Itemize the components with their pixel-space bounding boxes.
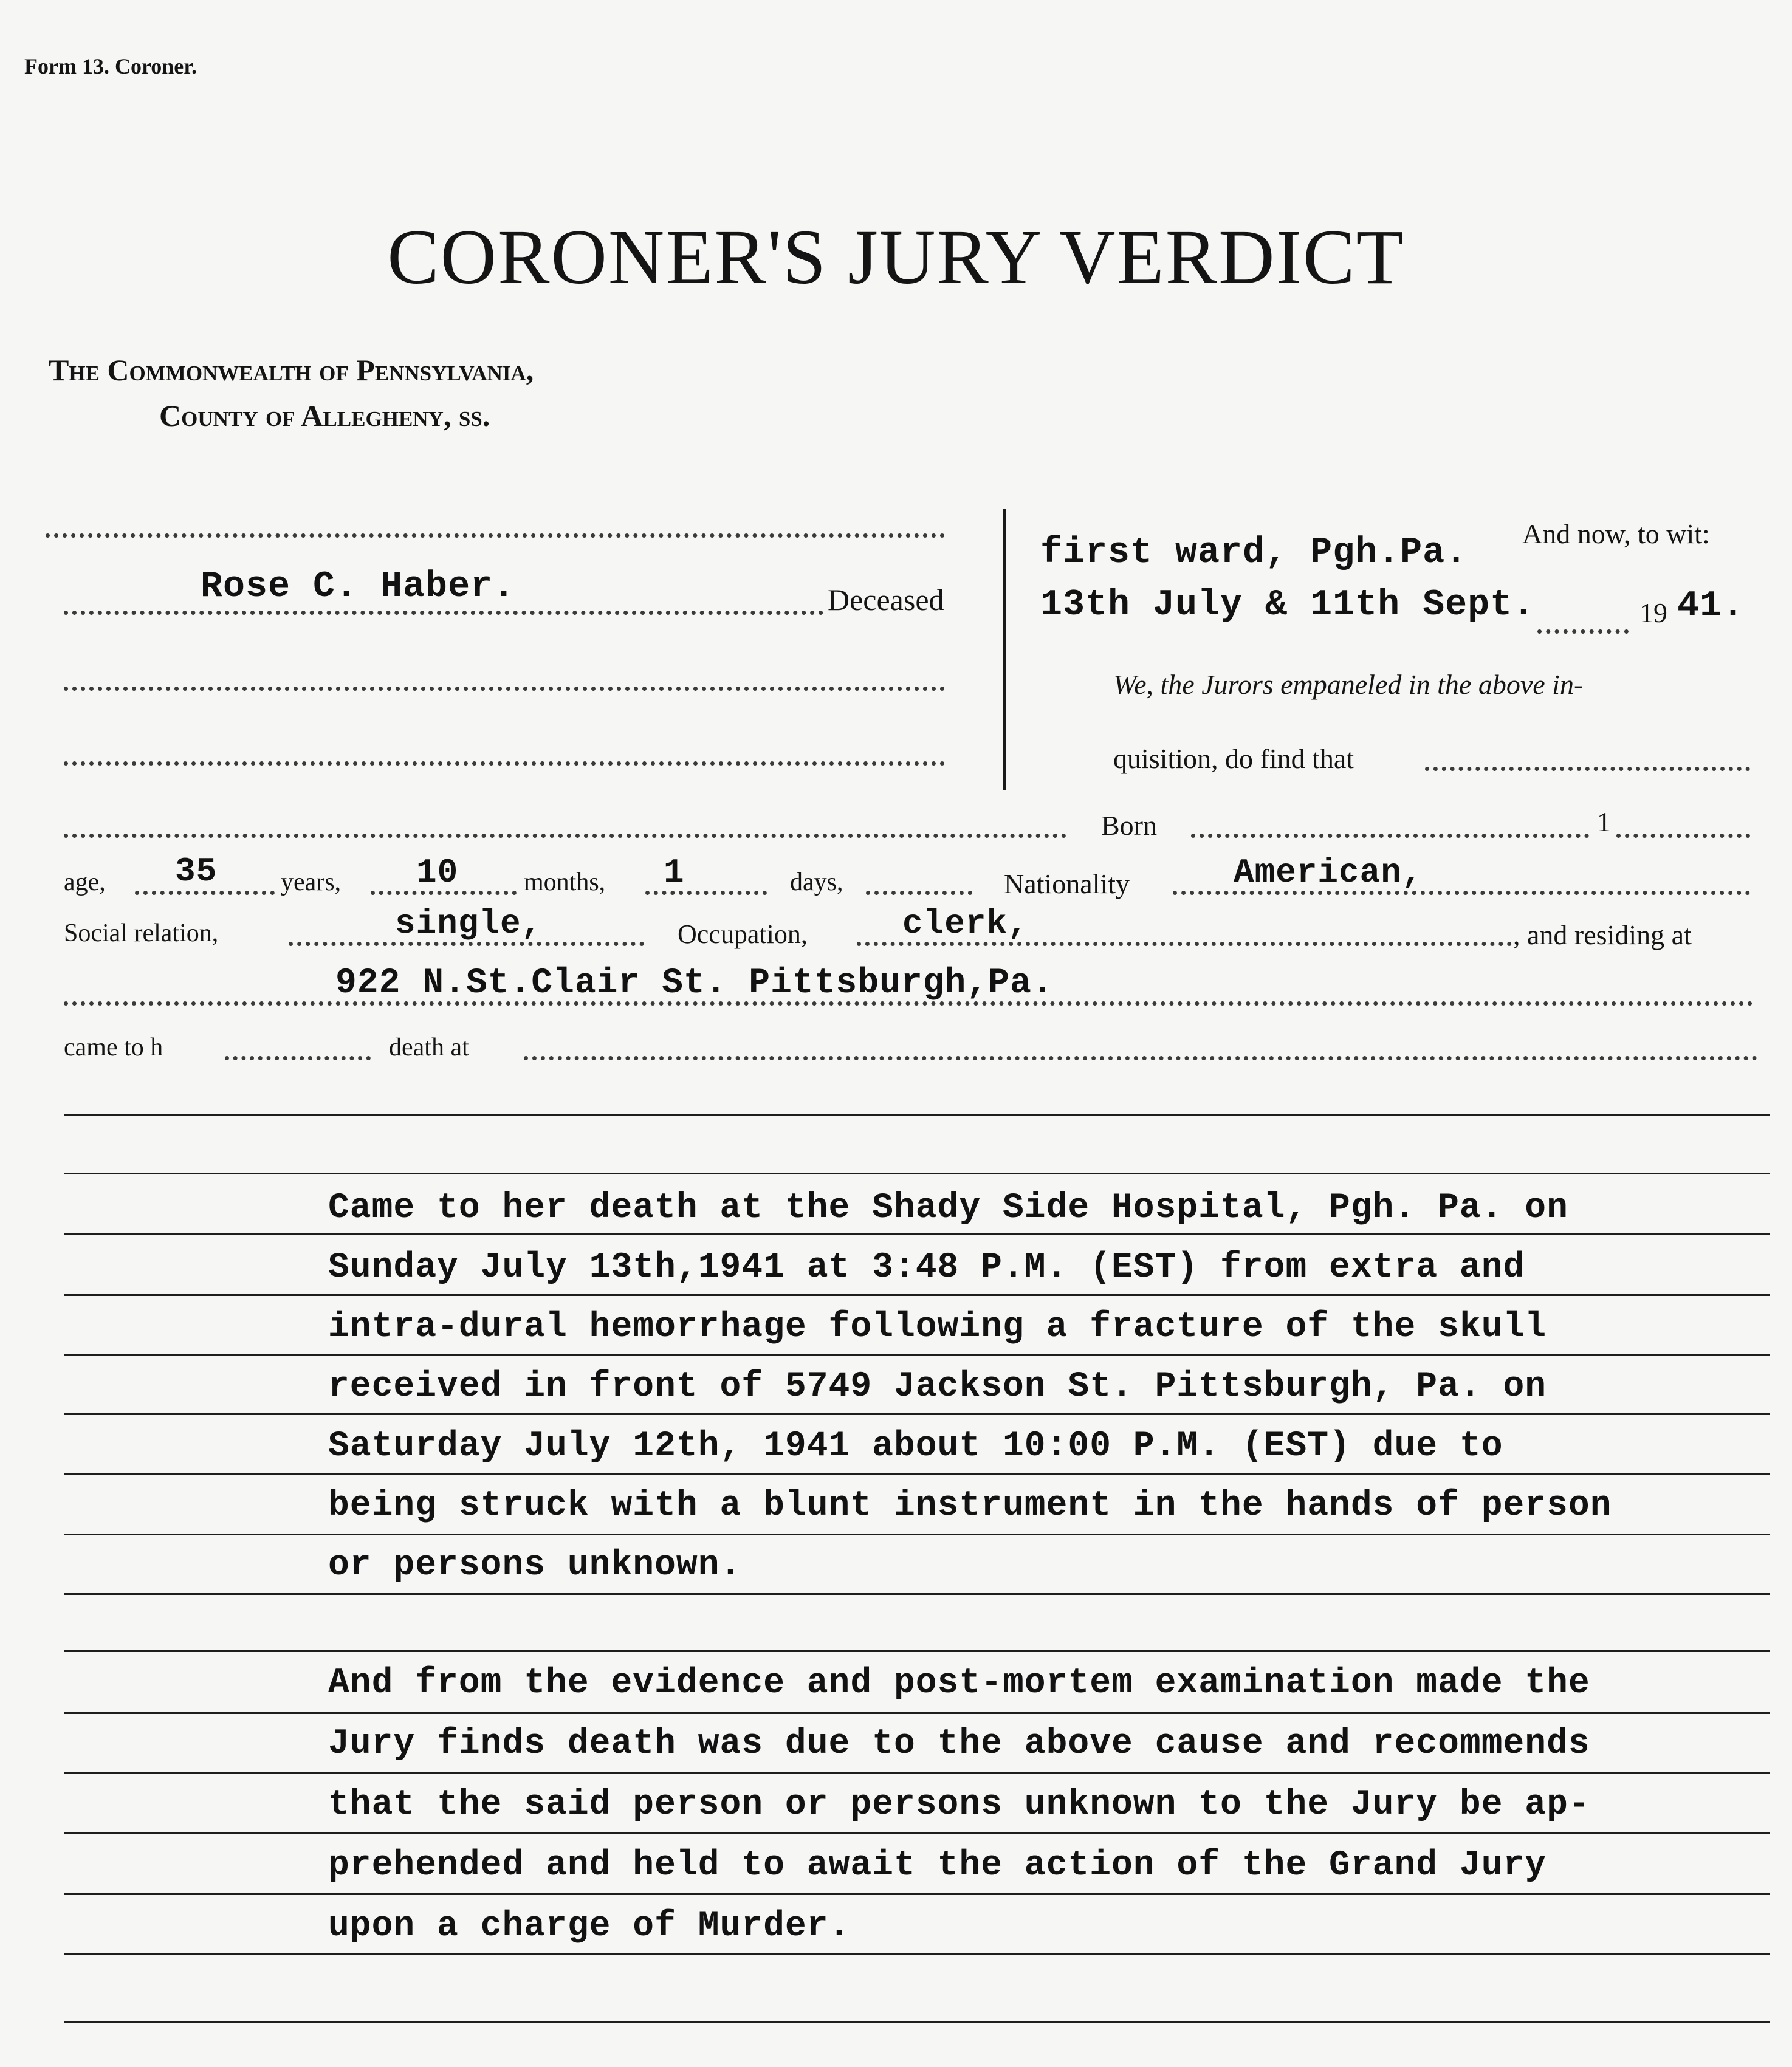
occupation-label: Occupation,: [678, 919, 808, 949]
inquest-place: first ward, Pgh.Pa.: [1040, 532, 1468, 574]
age-years: 35: [175, 852, 218, 891]
ruled-line: [64, 1593, 1770, 1595]
nationality-value: American,: [1234, 853, 1423, 892]
deceased-name: Rose C. Haber.: [201, 566, 516, 608]
ruled-line: [64, 1354, 1770, 1356]
jurors-find-dots: [1425, 767, 1750, 771]
finding-line: that the said person or persons unknown to the Jury be ap-: [328, 1785, 1590, 1825]
finding-line: upon a charge of Murder.: [328, 1907, 851, 1946]
ruled-line: [64, 1413, 1770, 1415]
born-label: Born: [1101, 810, 1157, 841]
verdict-line: Sunday July 13th,1941 at 3:48 P.M. (EST) from extra and: [328, 1248, 1525, 1287]
finding-line: Jury finds death was due to the above cause and recommends: [328, 1724, 1590, 1764]
verdict-line: being struck with a blunt instrument in the hands of person: [328, 1486, 1612, 1526]
social-relation-value: single,: [395, 904, 543, 943]
verdict-line: received in front of 5749 Jackson St. Pittsburgh, Pa. on: [328, 1367, 1547, 1407]
ruled-line: [64, 1114, 1770, 1116]
months-label: months,: [524, 868, 606, 896]
address-value: 922 N.St.Clair St. Pittsburgh,Pa.: [335, 964, 1054, 1003]
verdict-line: or persons unknown.: [328, 1546, 742, 1585]
born-year-prefix: 1: [1597, 806, 1611, 837]
age-days: 1: [664, 853, 685, 892]
finding-line: prehended and held to await the action of the Grand Jury: [328, 1846, 1547, 1885]
residing-label: , and residing at: [1513, 919, 1692, 950]
death-at-label: death at: [389, 1034, 469, 1061]
inquest-date-dots: [1537, 629, 1629, 634]
occupation-value: clerk,: [902, 904, 1029, 943]
inquest-dates: 13th July & 11th Sept.: [1040, 584, 1536, 626]
ruled-line: [64, 1832, 1770, 1834]
page-title: CORONER'S JURY VERDICT: [387, 214, 1405, 300]
verdict-line: Came to her death at the Shady Side Hospital, Pgh. Pa. on: [328, 1188, 1568, 1228]
caption-dotted-line-2: [64, 611, 823, 615]
ruled-line: [64, 1772, 1770, 1774]
verdict-line: intra-dural hemorrhage following a fracture of the skull: [328, 1308, 1547, 1347]
caption-divider: [1003, 509, 1006, 790]
ruled-line: [64, 1294, 1770, 1296]
jurisdiction-line-1: The Commonwealth of Pennsylvania,: [49, 353, 534, 387]
born-date-dots: [1191, 834, 1589, 838]
caption-dotted-line-4: [64, 761, 945, 766]
death-at-dots: [524, 1056, 1757, 1060]
came-to-dots: [225, 1056, 371, 1060]
year-suffix: 41.: [1677, 586, 1745, 627]
ruled-line: [64, 2021, 1770, 2023]
nationality-label: Nationality: [1004, 868, 1130, 899]
jurors-text-line-2: quisition, do find that: [1113, 743, 1354, 774]
form-label: Form 13. Coroner.: [24, 54, 197, 78]
born-row-dots: [64, 834, 1066, 838]
age-months: 10: [416, 853, 459, 892]
ruled-line: [64, 1173, 1770, 1174]
finding-line: And from the evidence and post-mortem examination made the: [328, 1664, 1590, 1703]
social-relation-label: Social relation,: [64, 919, 219, 947]
days-label: days,: [790, 868, 843, 896]
ruled-line: [64, 1473, 1770, 1475]
age-years-dots: [135, 891, 275, 895]
deceased-label: Deceased: [828, 583, 944, 617]
and-now-to-wit: And now, to wit:: [1522, 518, 1710, 549]
jurors-text-line-1: We, the Jurors empaneled in the above in-: [1113, 669, 1584, 700]
ruled-line: [64, 1953, 1770, 1955]
age-label: age,: [64, 868, 106, 896]
ruled-line: [64, 1534, 1770, 1535]
ruled-line: [64, 1712, 1770, 1714]
caption-dotted-line-3: [64, 687, 945, 691]
born-year-dots: [1616, 834, 1750, 838]
came-to-label: came to h: [64, 1034, 163, 1061]
days-trailing-dots: [866, 891, 972, 895]
ruled-line: [64, 1650, 1770, 1652]
verdict-line: Saturday July 12th, 1941 about 10:00 P.M. (EST) due to: [328, 1427, 1503, 1466]
caption-dotted-line-1: [46, 533, 945, 538]
years-label: years,: [281, 868, 342, 896]
ruled-line: [64, 1233, 1770, 1235]
jurisdiction-line-2: County of Allegheny, ss.: [159, 399, 490, 433]
year-prefix: 19: [1639, 597, 1667, 628]
ruled-line: [64, 1893, 1770, 1895]
